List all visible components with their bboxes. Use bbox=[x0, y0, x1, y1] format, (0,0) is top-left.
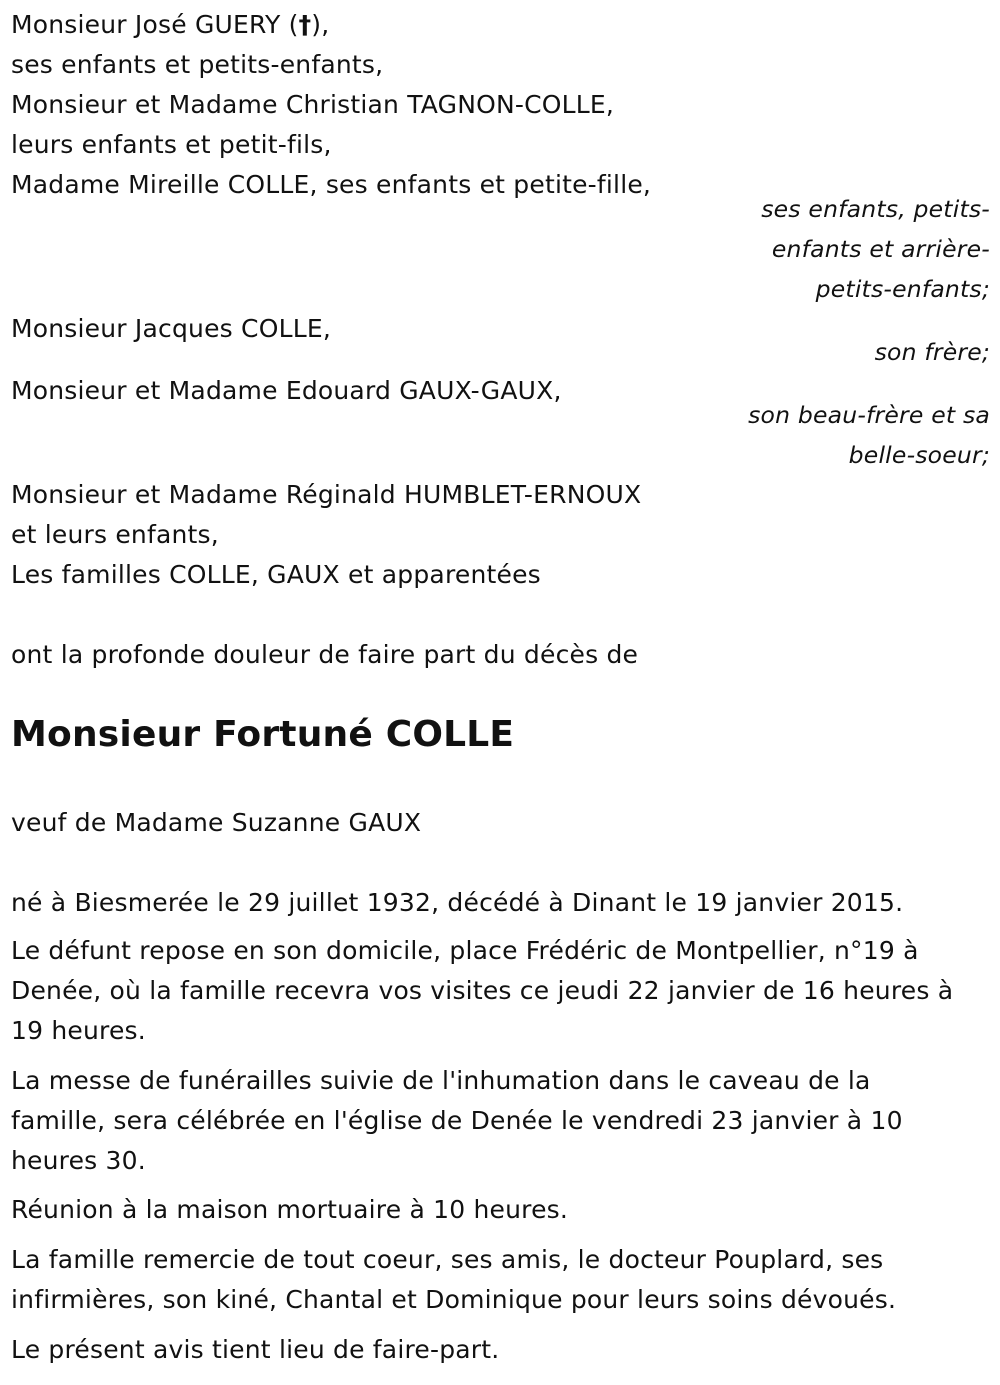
cross-icon: † bbox=[298, 10, 312, 39]
family-line-their-children: et leurs enfants, bbox=[11, 520, 219, 549]
relation-brother: son frère; bbox=[874, 338, 990, 366]
family-line-jose-guery-suffix: ), bbox=[311, 10, 330, 39]
funeral-line-2: famille, sera célébrée en l'église de Denée le vendredi 23 janvier à 10 bbox=[11, 1106, 903, 1135]
funeral-paragraph bbox=[11, 1061, 986, 1181]
family-line-children: ses enfants et petits-enfants, bbox=[11, 50, 384, 79]
thanks-paragraph bbox=[11, 1240, 986, 1320]
relation-in-laws-line-1: son beau-frère et sa bbox=[748, 401, 990, 429]
family-line-tagnon-colle: Monsieur et Madame Christian TAGNON-COLLE, bbox=[11, 90, 615, 119]
family-line-humblet-ernoux: Monsieur et Madame Réginald HUMBLET-ERNOUX bbox=[11, 480, 642, 509]
funeral-line-3: heures 30. bbox=[11, 1146, 146, 1175]
funeral-line-1: La messe de funérailles suivie de l'inhumation dans le caveau de la bbox=[11, 1066, 871, 1095]
family-line-grandson: leurs enfants et petit-fils, bbox=[11, 130, 332, 159]
repose-line-1: Le défunt repose en son domicile, place Frédéric de Montpellier, n°19 à bbox=[11, 936, 919, 965]
notice-text: Le présent avis tient lieu de faire-part. bbox=[11, 1335, 500, 1364]
birth-death-text: né à Biesmerée le 29 juillet 1932, décédé à Dinant le 19 janvier 2015. bbox=[11, 888, 904, 917]
relation-children-line-3: petits-enfants; bbox=[815, 275, 990, 303]
family-line-gaux-gaux: Monsieur et Madame Edouard GAUX-GAUX, bbox=[11, 376, 562, 405]
widower-text: veuf de Madame Suzanne GAUX bbox=[11, 808, 422, 837]
repose-line-2: Denée, où la famille recevra vos visites ce jeudi 22 janvier de 16 heures à bbox=[11, 976, 954, 1005]
thanks-line-1: La famille remercie de tout coeur, ses amis, le docteur Pouplard, ses bbox=[11, 1245, 884, 1274]
relation-children-line-1: ses enfants, petits- bbox=[761, 195, 990, 223]
family-line-jacques-colle: Monsieur Jacques COLLE, bbox=[11, 314, 331, 343]
deceased-name: Monsieur Fortuné COLLE bbox=[11, 714, 515, 755]
family-line-jose-guery bbox=[11, 5, 329, 45]
announcement-text: ont la profonde douleur de faire part du décès de bbox=[11, 640, 639, 669]
meeting-text: Réunion à la maison mortuaire à 10 heures. bbox=[11, 1195, 569, 1224]
family-line-families: Les familles COLLE, GAUX et apparentées bbox=[11, 560, 541, 589]
repose-line-3: 19 heures. bbox=[11, 1016, 146, 1045]
repose-paragraph bbox=[11, 931, 986, 1051]
thanks-line-2: infirmières, son kiné, Chantal et Dominique pour leurs soins dévoués. bbox=[11, 1285, 897, 1314]
relation-in-laws-line-2: belle-soeur; bbox=[848, 441, 990, 469]
family-line-mireille-colle: Madame Mireille COLLE, ses enfants et petite-fille, bbox=[11, 170, 652, 199]
relation-children-line-2: enfants et arrière- bbox=[771, 235, 990, 263]
family-line-jose-guery-text: Monsieur José GUERY ( bbox=[11, 10, 299, 39]
